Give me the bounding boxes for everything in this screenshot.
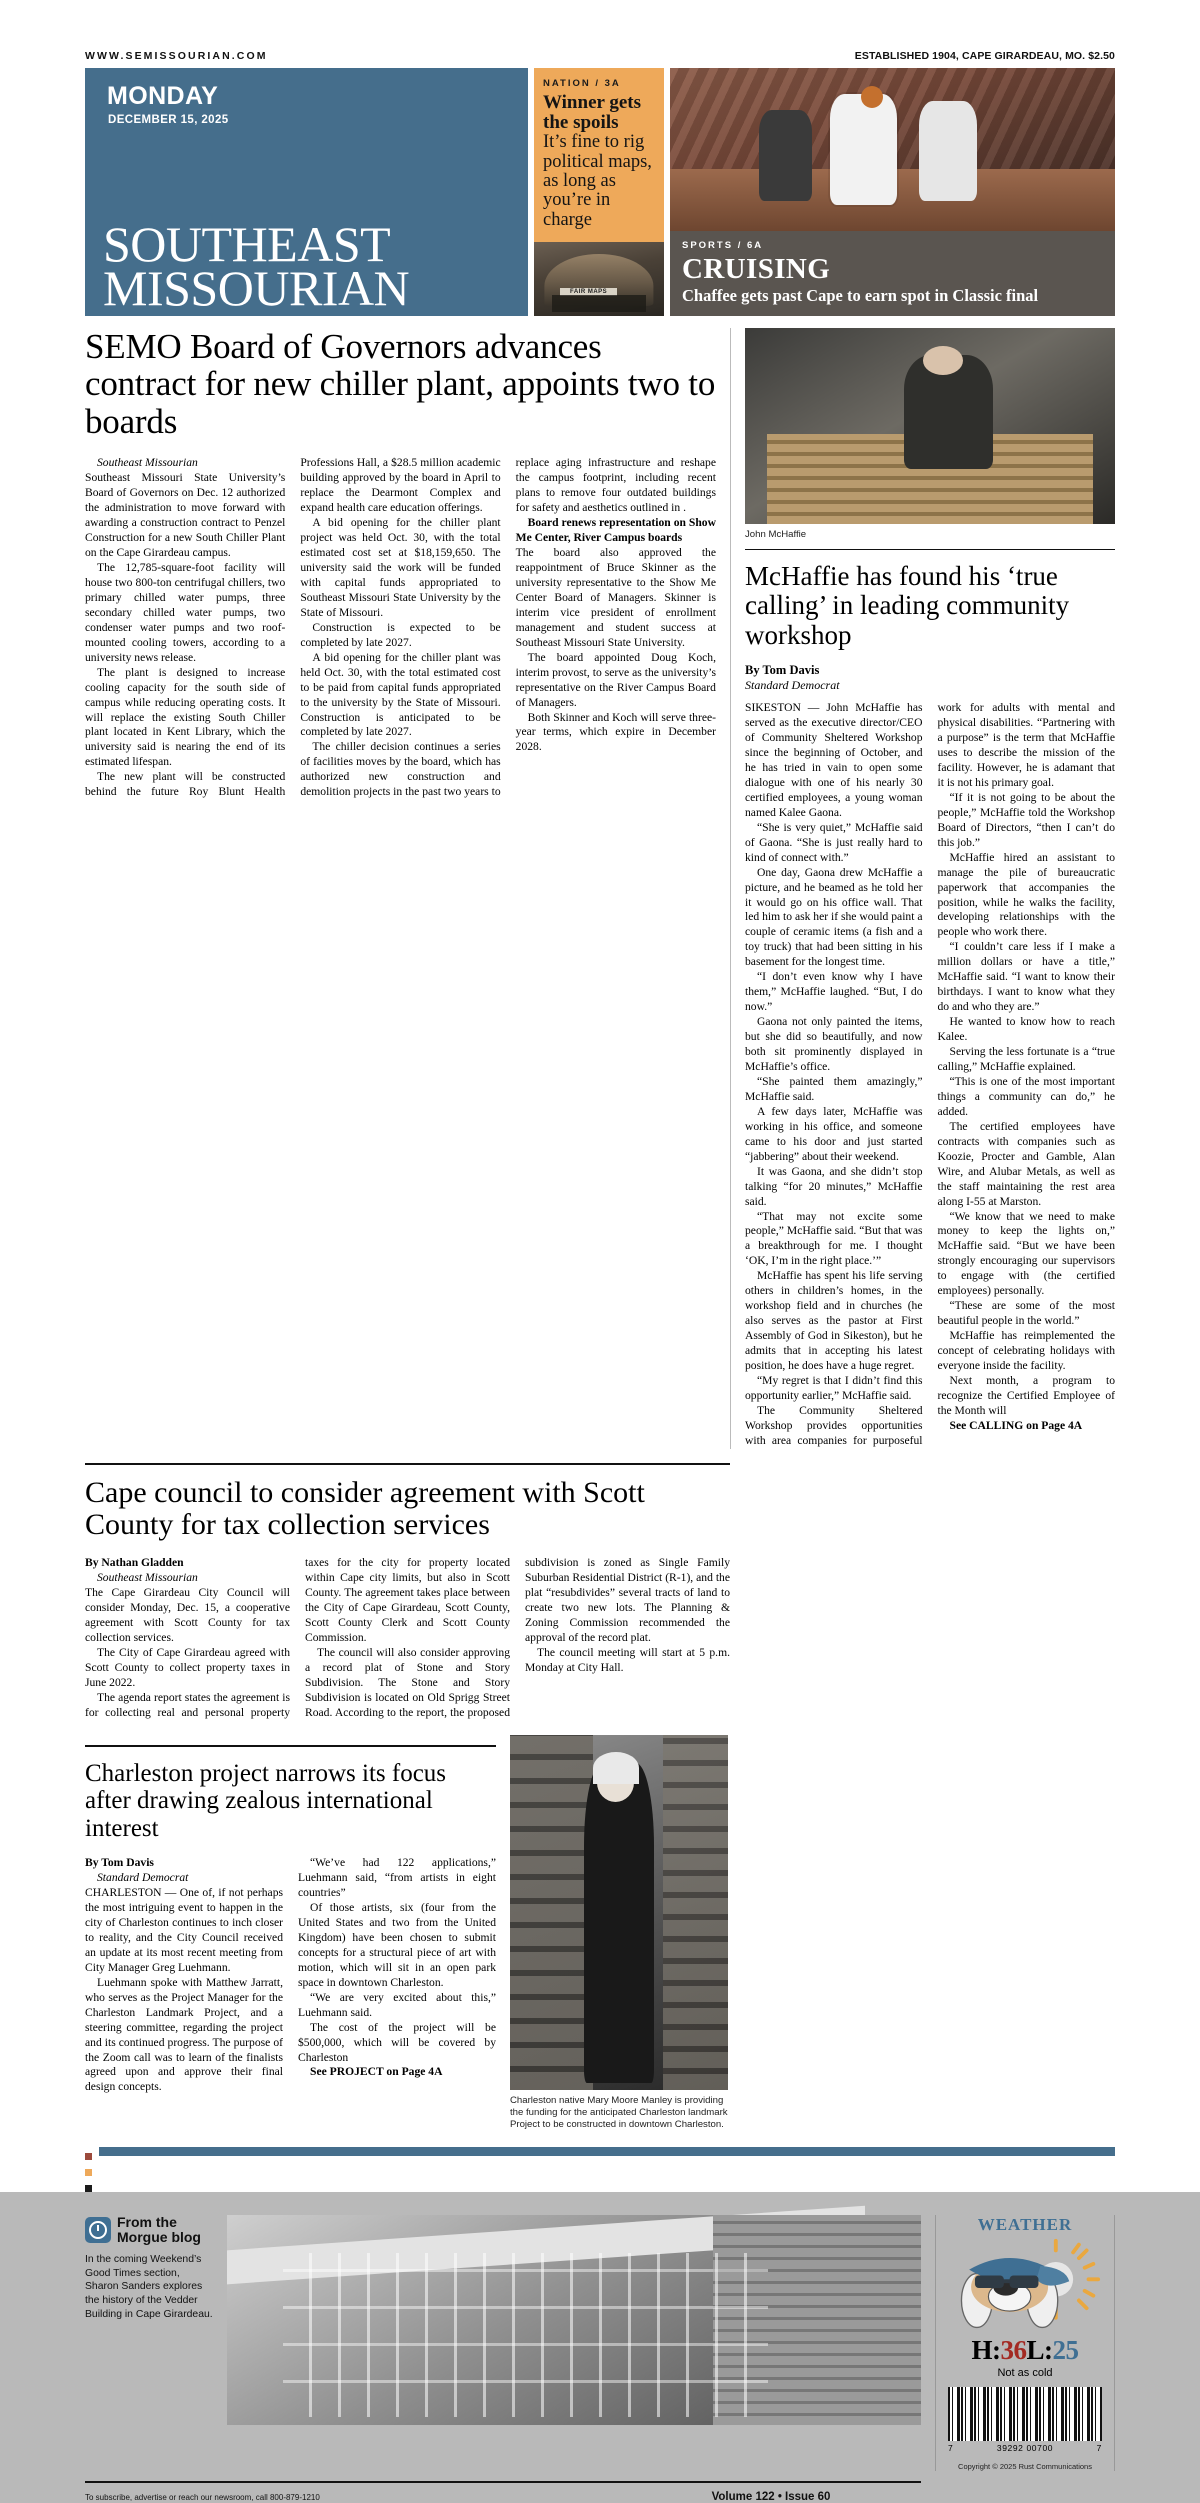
charleston-para: “We are very excited about this,” Luehmann said. <box>298 1990 496 2019</box>
cape-body-columns <box>85 1556 730 1720</box>
mchaffie-byline-org: Standard Democrat <box>745 677 840 692</box>
mchaffie-para: “She is very quiet,” McHaffie said of Gaona. “She is just really hard to kind of connect with.” <box>745 820 923 864</box>
mchaffie-para: SIKESTON — John McHaffie has served as the executive director/CEO of Community Sheltered Workshop since the beginning of October, and he has tried in vain to open some dialogue with one of his nearly 30 certified employees, a young woman named Kalee Gaona. <box>745 701 923 819</box>
barcode-main-digits: 39292 00700 <box>996 2443 1054 2454</box>
footer-rule-row <box>85 2481 921 2503</box>
mchaffie-para: “I couldn’t care less if I make a million dollars or have a title,” McHaffie said. “I want to know their birthdays. I want to know what they do and who they are.” <box>937 940 1115 1014</box>
mchaffie-para: It was Gaona, and she didn’t stop talking “for 20 minutes,” McHaffie said. <box>745 1164 923 1208</box>
fair-maps-sign: FAIR MAPS <box>560 288 617 296</box>
charleston-para: CHARLESTON — One of, if not perhaps the most intriguing event to happen in the city of Charleston continues to inch closer to reality, and the City Council received an update at its most recent meeting from City Manager Greg Luehmann. <box>85 1886 283 1974</box>
charleston-body-columns <box>85 1856 496 2095</box>
dog-sun-icon <box>948 2239 1102 2335</box>
charleston-headline[interactable]: Charleston project narrows its focus after drawing zealous international interest <box>85 1759 447 1842</box>
mchaffie-para: “That may not excite some people,” McHaffie said. “But that was a breakthrough for me. I thought ‘OK, I’m in the right place.’” <box>745 1209 923 1268</box>
photo-player-white-1 <box>830 94 897 205</box>
charleston-byline-org: Standard Democrat <box>97 1871 189 1885</box>
mchaffie-para: “If it is not going to be about the people,” McHaffie told the Workshop Board of Directors, “then I can’t do this job.” <box>937 790 1115 849</box>
lead-headline[interactable]: SEMO Board of Governors advances contract for new chiller plant, appoints two to boards <box>85 327 716 441</box>
morgue-title-line-1: From the <box>117 2214 177 2231</box>
lead-para: A bid opening for the chiller plant project was held Oct. 30, with the total estimated cost set at $18,159,650. The university said the work will be funded with capital funds appropriated to Southeast Missouri State University by the State of Missouri. <box>300 516 501 619</box>
cape-para: The Cape Girardeau City Council will consider Monday, Dec. 15, a cooperative agreement with Scott County for tax collection services. <box>85 1586 290 1644</box>
mchaffie-para: He wanted to know how to reach Kalee. <box>937 1015 1115 1044</box>
color-dot-red <box>85 2153 92 2160</box>
mchaffie-para: Next month, a program to recognize the Certified Employee of the Month will <box>937 1374 1115 1417</box>
cape-council-story <box>85 1463 730 1721</box>
teaser-sports-deck: Chaffee gets past Cape to earn spot in Classic final <box>682 285 1039 305</box>
charleston-photo-caption: Charleston native Mary Moore Manley is providing the funding for the anticipated Charleston landmark Project to be constructed in downtown Charleston. <box>510 2094 728 2131</box>
mchaffie-para: McHaffie has reimplemented the concept of celebrating holidays with everyone inside the facility. <box>937 1329 1115 1373</box>
mchaffie-para: “My regret is that I didn’t find this opportunity earlier,” McHaffie said. <box>745 1374 923 1402</box>
blue-rule-bar <box>99 2147 1115 2156</box>
bottom-content-row <box>85 2215 1115 2471</box>
mchaffie-para: McHaffie has spent his life serving others in children’s homes, in the workshop field and in churches (he also serves as the pastor at First Assembly of God in Sikeston), but he admits that in accepting his latest position, he does have a huge regret. <box>745 1269 923 1373</box>
morgue-blog-header <box>85 2215 213 2244</box>
cape-para: The council meeting will start at 5 p.m. Monday at City Hall. <box>525 1645 730 1674</box>
mchaffie-photo-caption: John McHaffie <box>745 529 807 540</box>
nameplate-line-1: SOUTHEAST <box>103 216 391 272</box>
lead-para: Construction is expected to be completed by late 2027. <box>300 620 501 649</box>
morgue-blog-title <box>117 2215 201 2244</box>
mchaffie-para: “We know that we need to make money to keep the lights on,” McHaffie said. “But we have been strongly encouraging our supervisors to engage with (the certified employees) personally. <box>937 1209 1115 1298</box>
weather-high-value: 36 <box>1000 2335 1027 2366</box>
mchaffie-para: A few days later, McHaffie was working in his office, and someone came to his door and just started “jabbering” about their weekend. <box>745 1104 923 1163</box>
mchaffie-para: “I don’t even know why I have them,” McHaffie laughed. “But, I do now.” <box>745 970 923 1014</box>
barcode-left-digit: 7 <box>948 2443 954 2454</box>
masthead-nameplate-box <box>85 68 528 316</box>
weather-low-label: L: <box>1026 2335 1053 2366</box>
charleston-photo <box>510 1735 728 2090</box>
teaser-sports-kicker: SPORTS / 6A <box>682 239 764 251</box>
established-line: ESTABLISHED 1904, CAPE GIRARDEAU, MO. $2.50 <box>854 50 1115 62</box>
teaser-sports-text <box>670 231 1115 316</box>
lead-body-columns <box>85 456 716 800</box>
mchaffie-para: Serving the less fortunate is a “true calling,” McHaffie explained. <box>937 1045 1115 1073</box>
morgue-blog-promo[interactable] <box>85 2215 213 2471</box>
charleston-byline-name: By Tom Davis <box>85 1856 154 1870</box>
photo-player-dark <box>759 110 812 201</box>
teaser-nation-text <box>534 68 664 242</box>
nameplate <box>103 216 520 316</box>
charleston-story <box>85 1735 1115 2132</box>
copyright-line: Copyright © 2025 Rust Communications <box>958 2462 1092 2472</box>
lead-para: Both Skinner and Koch will serve three-year terms, which expire in December 2028. <box>515 710 716 754</box>
charleston-photo-col <box>510 1735 728 2132</box>
lead-para: The 12,785-square-foot facility will house two 800-ton centrifugal chillers, two primary chilled water pumps, three secondary chilled water pumps, two condenser water pumps and two roof-mounted cooling towers, according to a university news release. <box>85 560 286 664</box>
teaser-nation-kicker: NATION / 3A <box>543 78 621 89</box>
footer-volume-issue: Volume 122 • Issue 60 <box>711 2491 831 2503</box>
mchaffie-photo <box>745 328 1115 524</box>
mchaffie-para: The certified employees have contracts with companies such as Koozie, Procter and Gamble, Alan Wire, and Alubar Metals, as well as the staff maintaining the rest area along I-55 at Marston. <box>937 1119 1115 1208</box>
charleston-para: The cost of the project will be $500,000, which will be covered by Charleston <box>298 2020 496 2064</box>
mchaffie-para: “This is one of the most important things a community can do,” he added. <box>937 1074 1115 1118</box>
page-footer <box>85 2481 1115 2503</box>
cape-headline[interactable]: Cape council to consider agreement with Scott County for tax collection services <box>85 1475 645 1542</box>
cape-para: The City of Cape Girardeau agreed with Scott County to collect property taxes in June 2022. <box>85 1645 290 1689</box>
mchaffie-para: “She painted them amazingly,” McHaffie said. <box>745 1074 923 1103</box>
mchaffie-para: Gaona not only painted the items, but she did so beautifully, and now both sit prominently displayed in McHaffie’s office. <box>745 1015 923 1073</box>
morgue-title-line-2: Morgue blog <box>117 2228 201 2245</box>
charleston-para: “We’ve had 122 applications,” Luehmann said, “from artists in eight countries” <box>298 1856 496 1900</box>
photo-woman-figure <box>584 1763 654 2083</box>
photo-shelving-left <box>510 1735 593 2090</box>
charleston-text-col <box>85 1735 510 2132</box>
mchaffie-rail <box>730 328 1115 1449</box>
mchaffie-headline[interactable]: McHaffie has found his ‘true calling’ in leading community workshop <box>745 561 1070 650</box>
mchaffie-byline-name: By Tom Davis <box>745 662 820 677</box>
photo-dais-shape <box>552 295 646 311</box>
bottom-divider-strip <box>85 2147 1115 2201</box>
color-dot-orange <box>85 2169 92 2176</box>
charleston-para: Of those artists, six (four from the United States and two from the United Kingdom) have been chosen to submit concepts for a structural piece of art with motion, which will sit in an open park space in downtown Charleston. <box>298 1901 496 1989</box>
lead-para: The board also approved the reappointment of Bruce Skinner as the university representative to the Show Me Center Board of Managers. Skinner is interim vice president of enrollment management and student success at Southeast Missouri State University. <box>515 546 716 649</box>
color-dots <box>85 2147 99 2201</box>
weather-temperatures <box>948 2335 1102 2366</box>
lead-source: Southeast Missourian <box>97 456 198 470</box>
weather-title: WEATHER <box>977 2215 1073 2235</box>
lead-para: The plant is designed to increase cooling capacity for the south side of campus while reducing operating costs. It will replace the existing South Chiller plant located in Kent Library, which the university said is nearing the end of its estimated lifespan. <box>85 665 286 769</box>
morgue-blog-text: In the coming Weekend’s Good Times section, Sharon Sanders explores the history of the Vedder Building in Cape Girardeau. <box>85 2253 213 2320</box>
teaser-nation-deck: It’s fine to rig political maps, as long as you’re in charge <box>543 132 652 230</box>
weather-icon <box>948 2239 1102 2335</box>
weather-box[interactable] <box>935 2215 1115 2471</box>
flag-row <box>85 68 1115 316</box>
charleston-para: Luehmann spoke with Matthew Jarratt, who serves as the Project Manager for the Charleston Landmark Project, and a steering committee, regarding the project and its continued progress. The purpose of the Zoom call was to learn of the finalists agreed upon and approve their final design concepts. <box>85 1975 283 2094</box>
publication-day: MONDAY <box>107 82 219 110</box>
charleston-jumpline[interactable]: See PROJECT on Page 4A <box>310 2065 443 2079</box>
weather-high-label: H: <box>971 2335 1001 2366</box>
cape-byline-name: By Nathan Gladden <box>85 1556 184 1570</box>
lead-para: The chiller decision continues a series of facilities moves by the board, which has authorized new construction and demolition projects in the past two years to replace aging infrastructure and reshape the campus footprint, including recent plans to remove four outdated buildings for safety and aesthetics outlined in . <box>300 456 716 799</box>
lead-story-main <box>85 328 730 1449</box>
masthead-topbar <box>85 40 1115 62</box>
photo-woman-hair <box>593 1752 639 1784</box>
lead-para: A bid opening for the chiller plant was held Oct. 30, with the total estimated cost to be paid from capital funds appropriated to the university by the State of Missouri. Construction is anticipated to be completed by late 2027. <box>300 650 501 739</box>
teaser-sports-photo <box>670 68 1115 231</box>
photo-scaffolding <box>283 2253 769 2417</box>
lead-story <box>85 328 1115 1449</box>
website-url[interactable]: WWW.SEMISSOURIAN.COM <box>85 50 268 62</box>
footer-left <box>85 2481 935 2503</box>
weather-description: Not as cold <box>997 2367 1053 2380</box>
lead-para: The new plant will be constructed behind the future Roy Blunt Health Professions Hall, a $28.5 million academic building approved by the board in April to replace the Dearmont Complex and expand health care education offerings. <box>85 456 501 799</box>
color-dot-black <box>85 2185 92 2192</box>
teaser-nation-photo <box>534 242 664 316</box>
lead-para: The board appointed Doug Koch, interim provost, to serve as the university’s representative on the River Campus Board of Managers. <box>515 650 716 709</box>
lead-subhead: Board renews representation on Show Me Center, River Campus boards <box>515 516 716 545</box>
photo-person-head <box>923 346 964 375</box>
footer-spacer <box>935 2481 1115 2503</box>
cape-byline-org: Southeast Missourian <box>97 1571 198 1585</box>
mchaffie-para: McHaffie hired an assistant to manage the pile of bureaucratic paperwork that accompanies the position, while he walks the facility, developing relationships with the people who work there. <box>937 850 1115 939</box>
cape-para: The agenda report states the agreement is for collecting real and personal property taxes for the city for property located within Cape city limits, but also in Scott County. The agreement takes place between the City of Cape Girardeau, Scott County, Scott County Clerk and Scott County Commission. <box>85 1556 510 1719</box>
photo-player-white-2 <box>919 101 977 202</box>
barcode-right-digit: 7 <box>1096 2443 1102 2454</box>
footer-subscribe-text[interactable]: To subscribe, advertise or reach our newsroom, call 800-879-1210 <box>85 2493 320 2503</box>
publication-date: DECEMBER 15, 2025 <box>108 114 229 126</box>
mchaffie-jumpline[interactable]: See CALLING on Page 4A <box>949 1418 1083 1432</box>
nameplate-line-2: MISSOURIAN <box>103 260 410 316</box>
weather-low-value: 25 <box>1052 2335 1079 2366</box>
cape-para: The council will also consider approving a record plat of Stone and Story Subdivision. The Stone and Story Subdivision is located on Old Sprigg Street Road. According to the report, the proposed subdivision is zoned as Single Family Suburban Residential District (R-1), and the plat “resubdivides” several tracts of land to create two new lots. The Planning & Zoning Commission recommended the approval of the record plat. <box>305 1556 730 1719</box>
clock-icon <box>85 2217 111 2243</box>
teaser-sports[interactable] <box>670 68 1115 316</box>
mchaffie-para: The Community Sheltered Workshop provides opportunities with area companies for purposeful work for adults with mental and physical disabilities. “Partnering with a purpose” is the term that McHaffie uses to describe the mission of the facility. However, he is adamant that it is not his primary goal. <box>745 701 1115 1447</box>
teaser-sports-headline: CRUISING <box>682 252 831 285</box>
photo-shelving-right <box>663 1735 728 2090</box>
mchaffie-byline <box>745 663 1115 692</box>
barcode <box>948 2387 1102 2441</box>
mchaffie-body-columns <box>745 701 1115 1449</box>
teaser-nation-headline: Winner gets the spoils <box>543 92 641 133</box>
mchaffie-para: One day, Gaona drew McHaffie a picture, and he beamed as he told her it would go on his office wall. That led him to ask her if she would paint a couple of ceramic items (a fish and a toy truck) that had been sitting in his basement for the longest time. <box>745 865 923 969</box>
teaser-nation[interactable] <box>534 68 664 316</box>
lead-para: Southeast Missouri State University’s Board of Governors on Dec. 12 authorized the administration to move forward with awarding a construction contract to Penzel Construction for a new South Chiller Plant on the Cape Girardeau campus. <box>85 471 286 560</box>
barcode-numbers <box>948 2443 1102 2453</box>
mchaffie-para: “These are some of the most beautiful people in the world.” <box>937 1299 1115 1328</box>
morgue-photo <box>227 2215 921 2425</box>
